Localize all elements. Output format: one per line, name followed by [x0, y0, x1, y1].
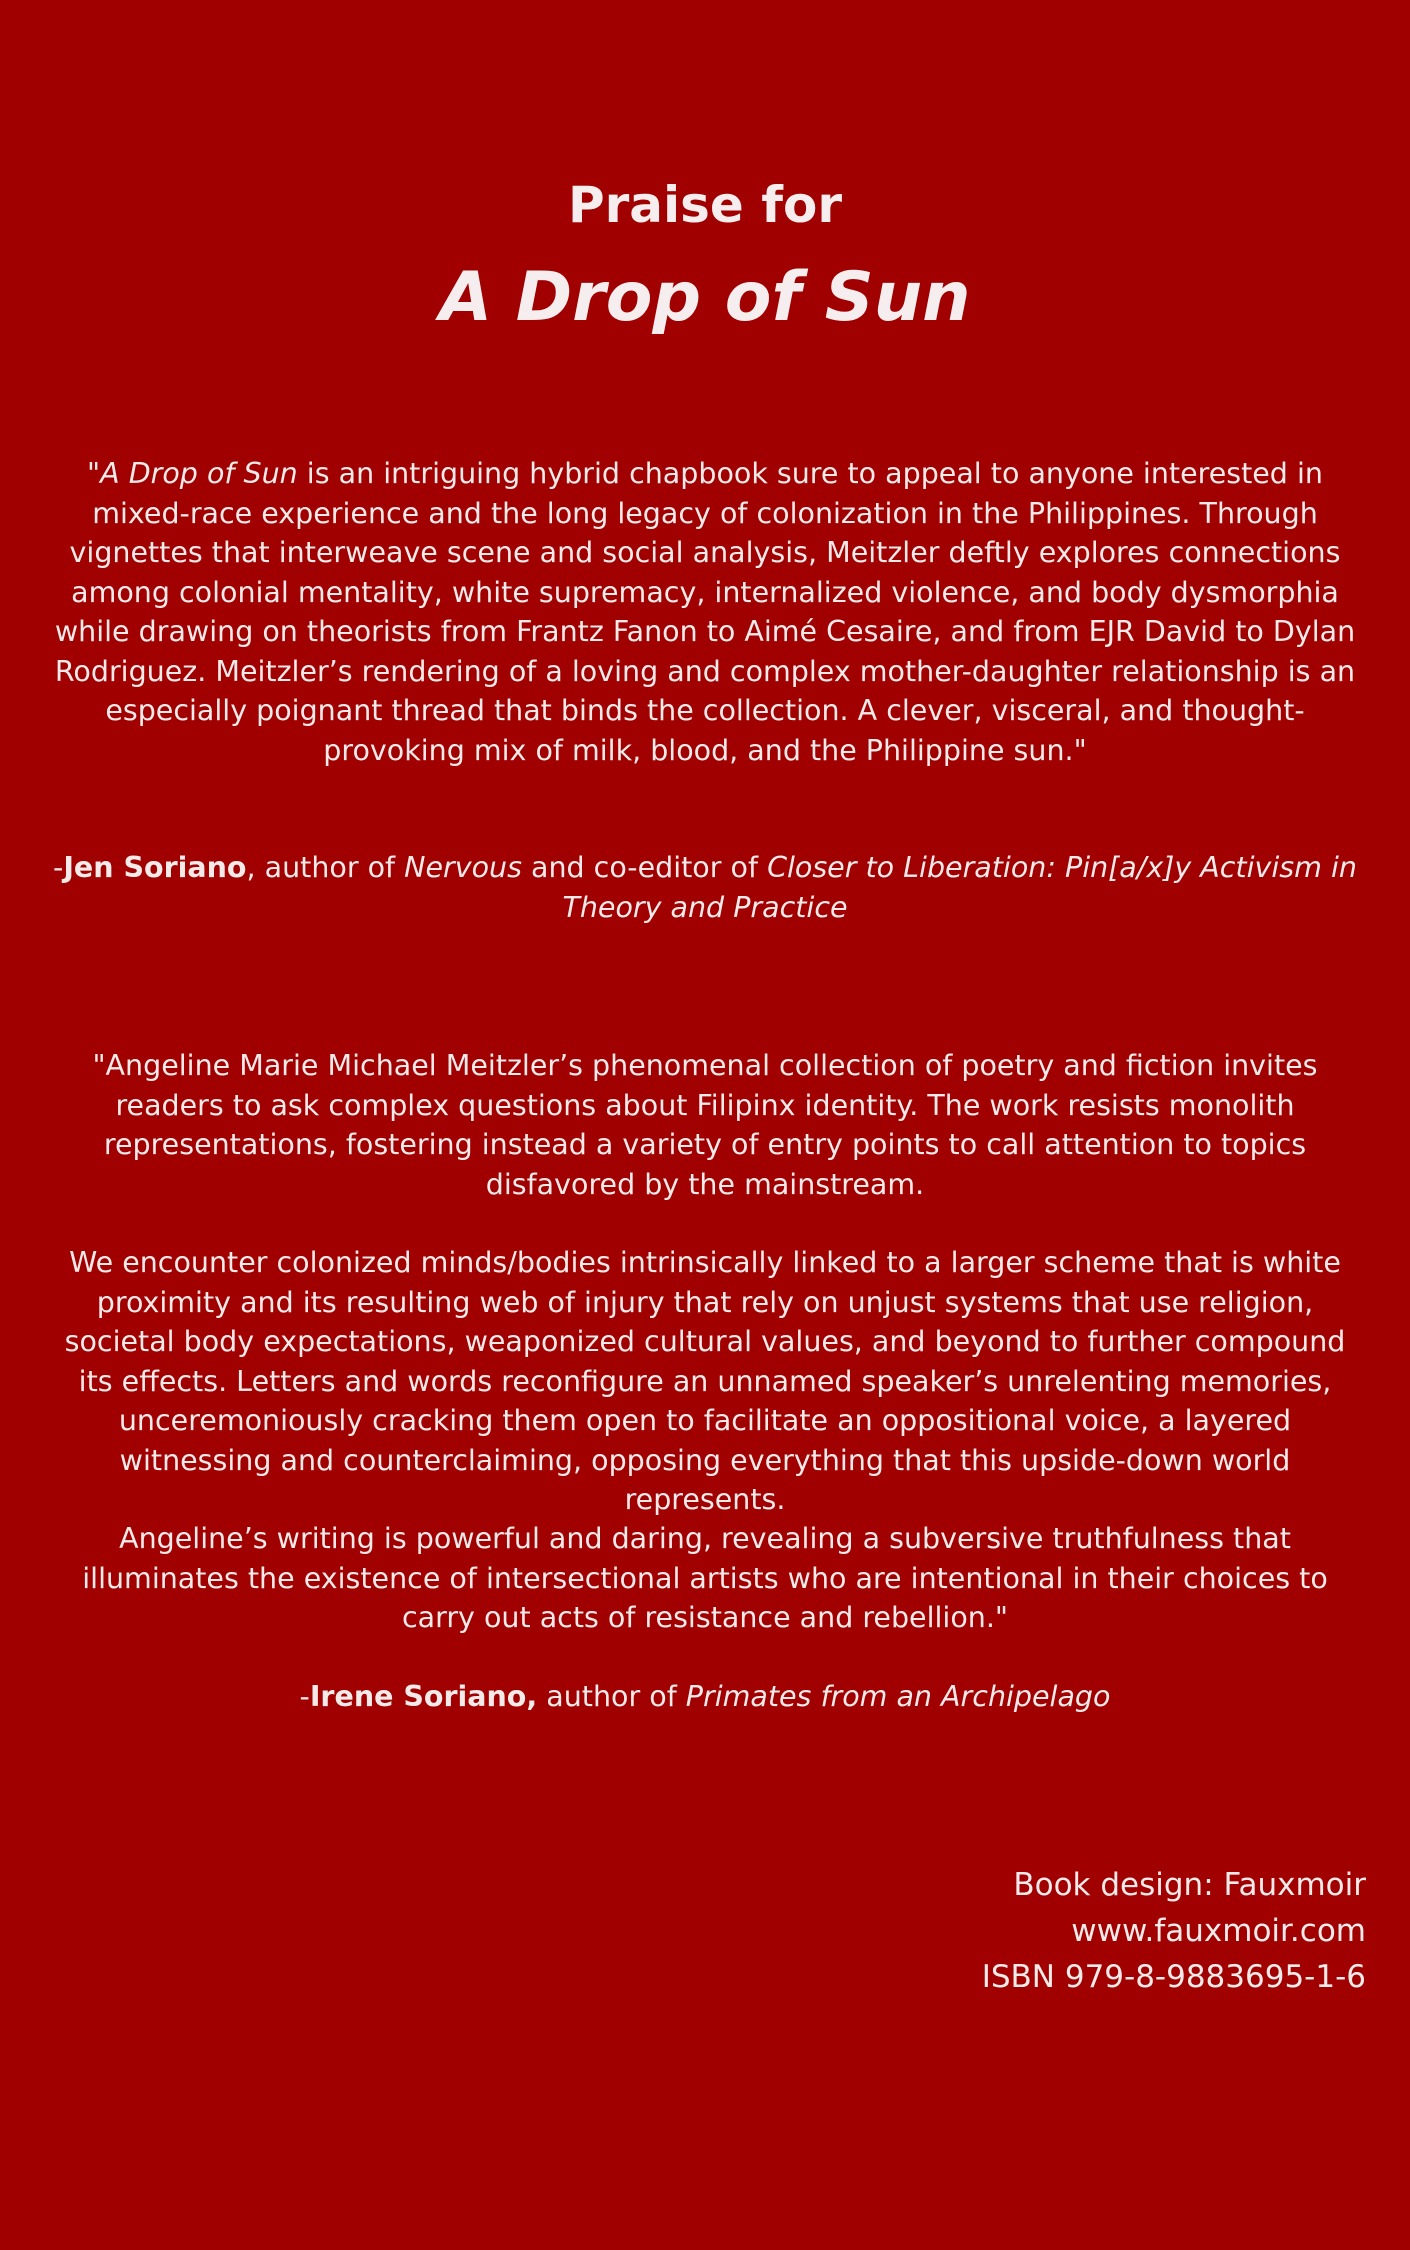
book-title: A Drop of Sun [439, 258, 971, 337]
attribution-text [44, 848, 1366, 927]
work-title: Closer to Liberation: Pin[a/x]y Activism in Theory and Practice [562, 851, 1357, 924]
author-name: Irene Soriano, [309, 1680, 538, 1713]
book-credits [982, 1862, 1366, 2000]
blurb-open-quote: " [87, 457, 101, 490]
blurb-irene-soriano-para1 [44, 1046, 1366, 1204]
blurb-jen-soriano [44, 454, 1366, 770]
praise-for-label: Praise for [567, 176, 843, 234]
attribution-middle: , author of [246, 851, 405, 884]
attribution-jen-soriano [44, 848, 1366, 927]
work-title: Nervous [404, 851, 522, 884]
isbn-number: ISBN 979-8-9883695-1-6 [981, 1959, 1366, 1995]
attribution-dash: - [53, 851, 64, 884]
website-link[interactable]: www.fauxmoir.com [1071, 1913, 1366, 1949]
cover-heading [0, 170, 1410, 348]
attribution-middle: and co-editor of [521, 851, 768, 884]
author-name: Jen Soriano [63, 851, 247, 884]
attribution-text [44, 1677, 1366, 1717]
blurb-title-italic: A Drop of Sun [100, 457, 298, 490]
blurb-paragraph: "Angeline Marie Michael Meitzler’s phenomenal collection of poetry and fiction invites readers to ask complex questions about Filipinx identity. The work resists monolith representations, fostering instead a variety of entry points to call attention to topics disfavored by the mainstream. [92, 1049, 1318, 1201]
attribution-irene-soriano [44, 1677, 1366, 1717]
blurb-paragraph: Angeline’s writing is powerful and daring, revealing a subversive truthfulness that illuminates the existence of intersectional artists who are intentional in their choices to carry out acts of resistance and rebellion." [82, 1522, 1328, 1634]
book-design-credit: Book design: Fauxmoir [1013, 1867, 1366, 1903]
blurb-irene-soriano-para2 [44, 1243, 1366, 1520]
attribution-middle: author of [537, 1680, 686, 1713]
blurb-body: is an intriguing hybrid chapbook sure to appeal to anyone interested in mixed-race experience and the long legacy of colonization in the Philippines. Through vignettes that interweave scene and social analysis, Meitzler deftly explores connections among colonial mentality, white supremacy, internalized violence, and body dysmorphia while drawing on theorists from Frantz Fanon to Aimé Cesaire, and from EJR David to Dylan Rodriguez. Meitzler’s rendering of a loving and complex mother-daughter relationship is an especially poignant thread that binds the collection. A clever, visceral, and thought-provoking mix of milk, blood, and the Philippine sun." [54, 457, 1356, 767]
blurb-irene-soriano-para3 [44, 1519, 1366, 1638]
work-title: Primates from an Archipelago [685, 1680, 1111, 1713]
blurb-text [44, 454, 1366, 770]
attribution-dash: - [299, 1680, 310, 1713]
blurb-paragraph: We encounter colonized minds/bodies intrinsically linked to a larger scheme that is white proximity and its resulting web of injury that rely on unjust systems that use religion, societal body expectations, weaponized cultural values, and beyond to further compound its effects. Letters and words reconfigure an unnamed speaker’s unrelenting memories, unceremoniously cracking them open to facilitate an oppositional voice, a layered witnessing and counterclaiming, opposing everything that this upside-down world represents. [64, 1246, 1346, 1516]
